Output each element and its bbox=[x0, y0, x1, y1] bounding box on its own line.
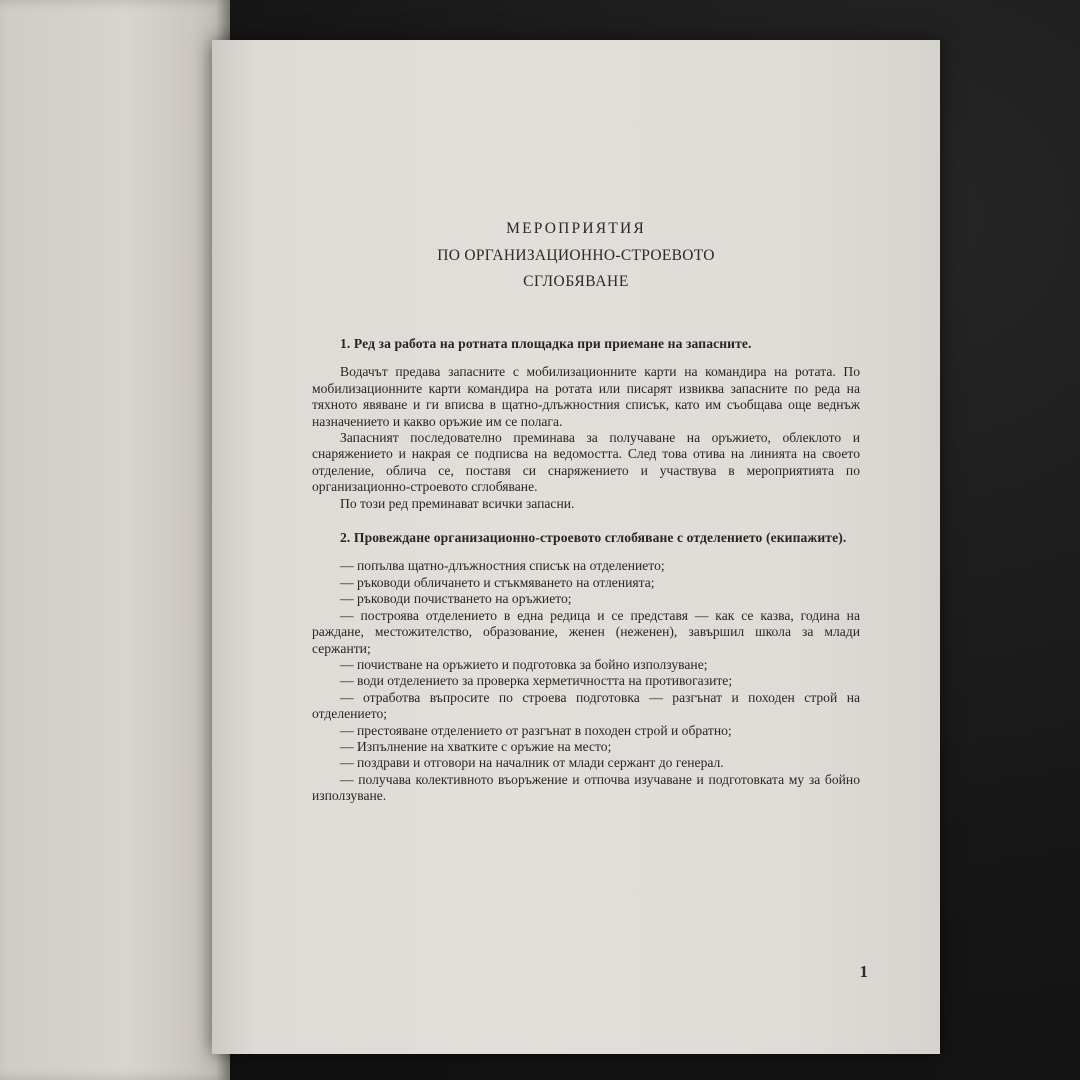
left-page bbox=[0, 0, 230, 1080]
list-item: — попълва щатно-длъжностния списък на отделението; bbox=[340, 558, 665, 574]
list-item: — почистване на оръжието и подготовка за бойно използуване; bbox=[340, 656, 708, 672]
title-line-1: МЕРОПРИЯТИЯ bbox=[506, 220, 646, 237]
list-item: — ръководи обличането и стъкмяването на отленията; bbox=[340, 574, 655, 590]
list-item: — ръководи почистването на оръжието; bbox=[340, 591, 572, 607]
page-number: 1 bbox=[859, 962, 868, 981]
document-page bbox=[212, 40, 940, 1054]
list-item: — отработва въпросите по строева подготовка — разгънат и походен строй на отделението; bbox=[312, 689, 860, 722]
list-item: — построява отделението в една редица и се представя — как се казва, година на раждане, местожителство, образование, женен (неженен), завършил школа за млади сержанти; bbox=[312, 607, 860, 656]
title-line-3: СГЛОБЯВАНЕ bbox=[523, 273, 629, 290]
section-1-paragraph: Запасният последователно преминава за получаване на оръжието, облеклото и снаряжението и накрая се подписва на ведомостта. След това отива на линията на своето отделение, облича се, поставя си снаряжението и участвува в мероприятията по организационно-строевото сглобяване. bbox=[312, 430, 860, 495]
section-1-paragraph: По този ред преминават всички запасни. bbox=[340, 495, 575, 511]
list-item: — Изпълнение на хватките с оръжие на место; bbox=[340, 738, 612, 754]
document-body bbox=[312, 336, 860, 805]
section-2-heading: 2. Провеждане организационно-строевото сглобяване с отделението (екипажите). bbox=[340, 530, 847, 546]
list-item: — поздрави и отговори на началник от млади сержант до генерал. bbox=[340, 755, 724, 771]
title-line-2: ПО ОРГАНИЗАЦИОННО-СТРОЕВОТО bbox=[437, 247, 715, 264]
section-1-heading: 1. Ред за работа на ротната площадка при приемане на запасните. bbox=[340, 336, 752, 351]
section-1-paragraph: Водачът предава запасните с мобилизационните карти на командира на ротата. По мобилизационните карти командира на ротата или писарят извиква запасните по реда на тяхното явяване и ги вписва в щатно-длъжностния списък, като им съобщава още веднъж назначението и какво оръжие им се полага. bbox=[312, 364, 860, 429]
section-2-list bbox=[312, 558, 860, 804]
list-item: — получава колективното въоръжение и отпочва изучаване и подготовката му за бойно използуване. bbox=[312, 771, 860, 804]
list-item: — води отделението за проверка херметичността на противогазите; bbox=[340, 673, 733, 689]
list-item: — престояване отделението от разгънат в походен строй и обратно; bbox=[340, 722, 732, 738]
